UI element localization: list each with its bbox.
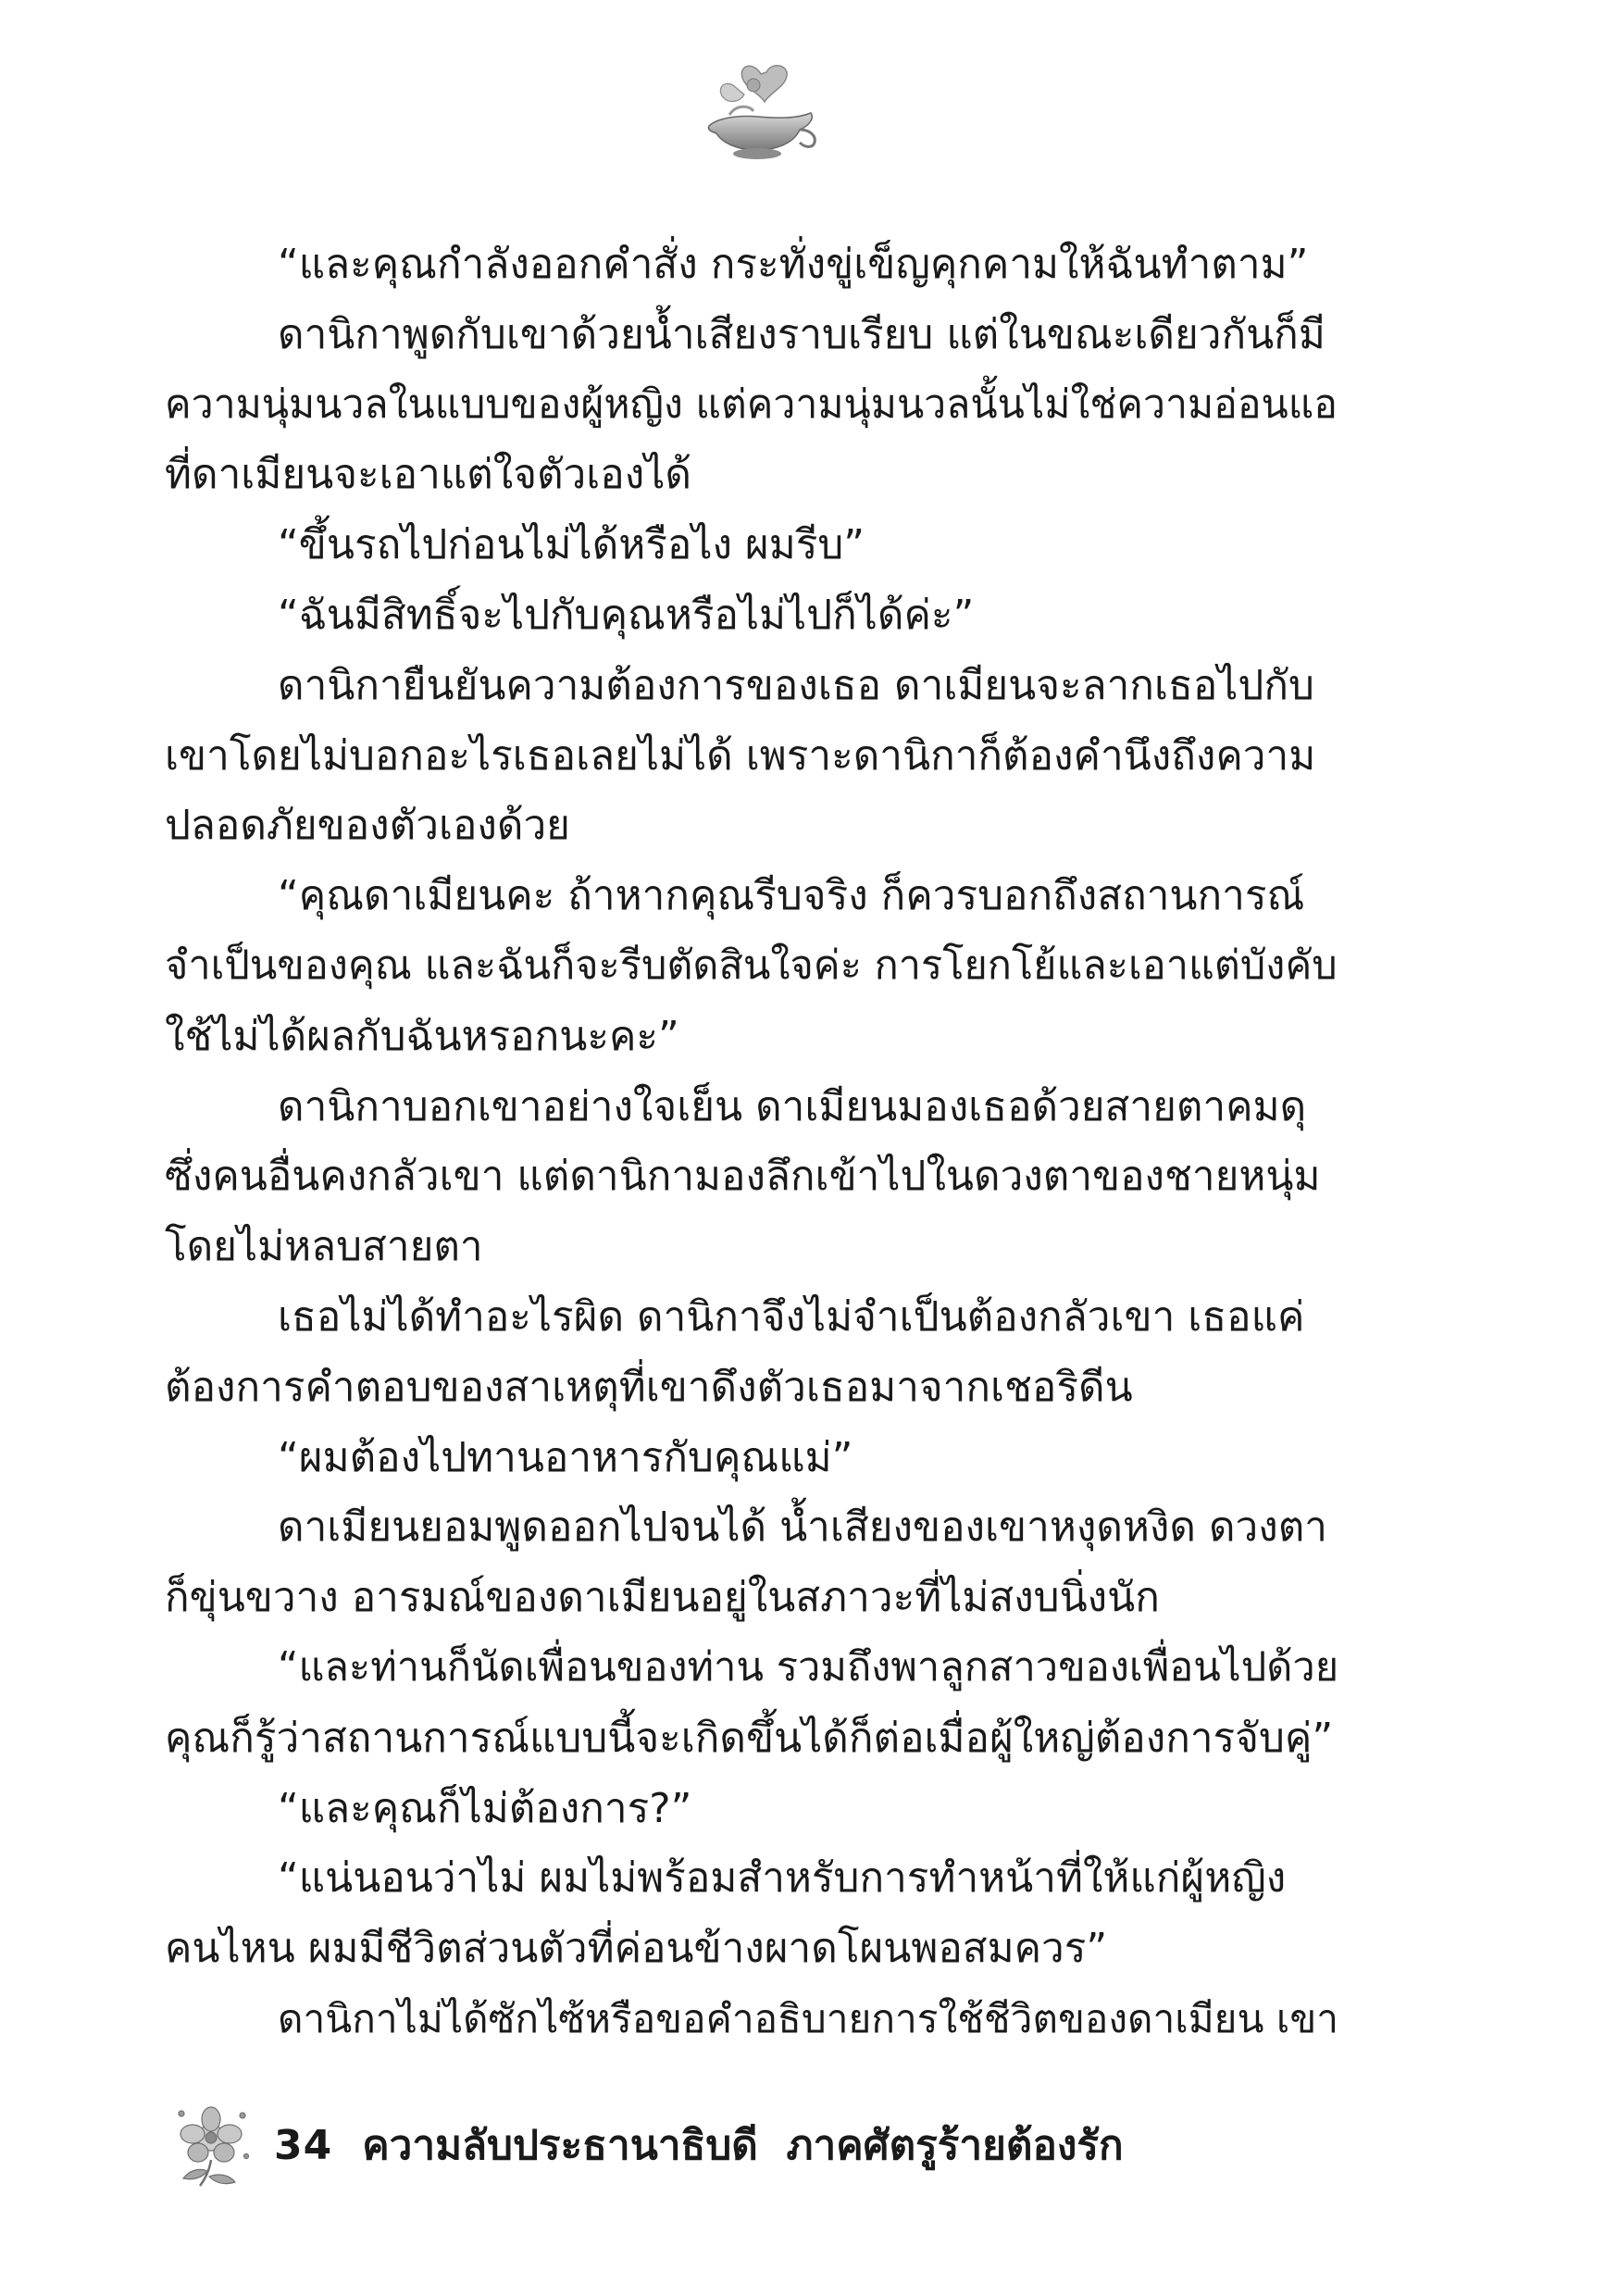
text-line: ความนุ่มนวลในแบบของผู้หญิง แต่ความนุ่มนวลนั้นไม่ใช่ความอ่อนแอ xyxy=(165,381,1338,428)
body-text xyxy=(165,230,1350,2054)
flower-icon xyxy=(165,2099,257,2191)
text-line: “ผมต้องไปทานอาหารกับคุณแม่” xyxy=(278,1433,853,1481)
text-line: เขาโดยไม่บอกอะไรเธอเลยไม่ได้ เพราะดานิกาก็ต้องคำนึงถึงความ xyxy=(165,731,1316,780)
book-title: ความลับประธานาธิบดี ภาคศัตรูร้ายต้องรัก xyxy=(362,2122,1124,2169)
text-line: ดานิกาพูดกับเขาด้วยน้ำเสียงราบเรียบ แต่ในขณะเดียวกันก็มี xyxy=(278,310,1326,358)
text-line: ใช้ไม่ได้ผลกับฉันหรอกนะคะ” xyxy=(165,1012,679,1060)
page-number: 34 xyxy=(274,2121,333,2169)
text-line: “และท่านก็นัดเพื่อนของท่าน รวมถึงพาลูกสาวของเพื่อนไปด้วย xyxy=(278,1643,1339,1691)
text-line: คนไหน ผมมีชีวิตส่วนตัวที่ค่อนข้างผาดโผนพอสมควร” xyxy=(165,1925,1108,1973)
text-line: ก็ขุ่นขวาง อารมณ์ของดาเมียนอยู่ในสภาวะที่ไม่สงบนิ่งนัก xyxy=(165,1574,1160,1622)
text-line: โดยไม่หลบสายตา xyxy=(165,1223,483,1271)
text-line: “และคุณก็ไม่ต้องการ?” xyxy=(278,1784,692,1832)
text-line: ต้องการคำตอบของสาเหตุที่เขาดึงตัวเธอมาจากเชอริดีน xyxy=(165,1363,1133,1411)
text-line: จำเป็นของคุณ และฉันก็จะรีบตัดสินใจค่ะ การโยกโย้และเอาแต่บังคับ xyxy=(165,942,1338,989)
page-footer xyxy=(165,2094,1368,2196)
text-line: ซึ่งคนอื่นคงกลัวเขา แต่ดานิกามองลึกเข้าไปในดวงตาของชายหนุ่ม xyxy=(165,1153,1321,1201)
text-line: ดานิกาไม่ได้ซักไซ้หรือขอคำอธิบายการใช้ชีวิตของดาเมียน เขา xyxy=(278,1995,1339,2041)
text-line: ดานิกาบอกเขาอย่างใจเย็น ดาเมียนมองเธอด้วยสายตาคมดุ xyxy=(278,1082,1307,1130)
text-line: “ขึ้นรถไปก่อนไม่ได้หรือไง ผมรีบ” xyxy=(278,521,865,569)
text-line: “แน่นอนว่าไม่ ผมไม่พร้อมสำหรับการทำหน้าที่ให้แก่ผู้หญิง xyxy=(278,1854,1287,1903)
text-line: ที่ดาเมียนจะเอาแต่ใจตัวเองได้ xyxy=(165,451,691,499)
text-line: “คุณดาเมียนคะ ถ้าหากคุณรีบจริง ก็ควรบอกถึงสถานการณ์ xyxy=(278,872,1305,920)
text-line: ดานิกายืนยันความต้องการของเธอ ดาเมียนจะลากเธอไปกับ xyxy=(278,661,1314,709)
cupid-lamp-icon xyxy=(696,57,824,167)
text-line: เธอไม่ได้ทำอะไรผิด ดานิกาจึงไม่จำเป็นต้องกลัวเขา เธอแค่ xyxy=(278,1292,1305,1341)
text-line: “และคุณกำลังออกคำสั่ง กระทั่งขู่เข็ญคุกคามให้ฉันทำตาม” xyxy=(278,241,1309,288)
text-line: “ฉันมีสิทธิ์จะไปกับคุณหรือไม่ไปก็ได้ค่ะ” xyxy=(278,591,975,639)
text-line: ปลอดภัยของตัวเองด้วย xyxy=(165,802,570,850)
text-line: คุณก็รู้ว่าสถานการณ์แบบนี้จะเกิดขึ้นได้ก็ต่อเมื่อผู้ใหญ่ต้องการจับคู่” xyxy=(165,1714,1334,1762)
text-line: ดาเมียนยอมพูดออกไปจนได้ น้ำเสียงของเขาหงุดหงิด ดวงตา xyxy=(278,1504,1327,1552)
